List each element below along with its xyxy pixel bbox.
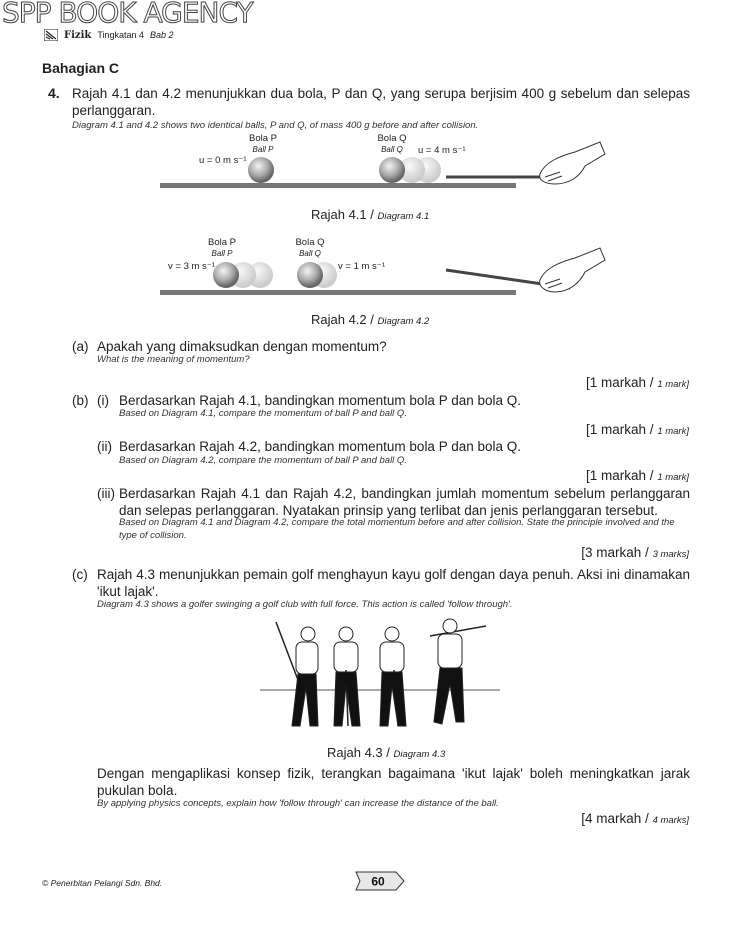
d1-velocity-p: u = 0 m s⁻¹ <box>199 155 247 166</box>
part-b-iii-question-en: Based on Diagram 4.1 and Diagram 4.2, compare the total momentum before and after collision. State the principle involved and the type of collision. <box>119 517 675 541</box>
part-b-iii-label: (iii) <box>97 486 115 501</box>
part-b-i-question: Berdasarkan Rajah 4.1, bandingkan momentum bola P dan bola Q. <box>119 393 522 408</box>
part-b-ii-question-en: Based on Diagram 4.2, compare the momentum of ball P and ball Q. <box>119 455 407 466</box>
part-a-question: Apakah yang dimaksudkan dengan momentum? <box>97 339 387 354</box>
level-label: Tingkatan 4 <box>97 30 145 40</box>
d1-ball-q-label: Bola Q Ball Q <box>377 133 407 154</box>
table-surface <box>160 290 516 295</box>
d2-ball-q-label: Bola Q Ball Q <box>295 237 325 258</box>
part-b-ii-marks: [1 markah / 1 mark] <box>586 468 689 483</box>
table-surface <box>160 183 516 188</box>
part-b-i-marks: [1 markah / 1 mark] <box>586 422 689 437</box>
part-b-i-question-en: Based on Diagram 4.1, compare the momentum of ball P and ball Q. <box>119 408 407 419</box>
part-a-marks: [1 markah / 1 mark] <box>586 375 689 390</box>
diagram-4-3-golfer <box>258 614 504 736</box>
watermark: SPP BOOK AGENCY <box>2 0 253 29</box>
part-b-iii-marks: [3 markah / 3 marks] <box>581 545 689 560</box>
d2-velocity-q: v = 1 m s⁻¹ <box>338 261 385 272</box>
page-number: 60 <box>371 874 385 889</box>
part-b-ii-label: (ii) <box>97 439 112 454</box>
question-stem: Rajah 4.1 dan 4.2 menunjukkan dua bola, P dan Q, yang serupa berjisim 400 g sebelum dan selepas perlanggaran. <box>72 86 690 118</box>
part-b-i-label: (i) <box>97 393 109 408</box>
caption-diagram-4-3: Rajah 4.3 / Diagram 4.3 <box>327 745 446 760</box>
golfer-figure-1 <box>276 622 318 726</box>
part-a-question-en: What is the meaning of momentum? <box>97 354 250 365</box>
section-title: Bahagian C <box>42 60 120 76</box>
d2-velocity-p: v = 3 m s⁻¹ <box>168 261 215 272</box>
part-c-question-2-en: By applying physics concepts, explain how 'follow through' can increase the distance of the ball. <box>97 798 499 809</box>
chapter-label: Bab 2 <box>150 30 174 40</box>
ball-p <box>248 157 274 183</box>
page-header <box>44 29 174 41</box>
part-c-marks: [4 markah / 4 marks] <box>581 811 689 826</box>
part-c-question-2: Dengan mengaplikasi konsep fizik, terangkan bagaimana 'ikut lajak' boleh meningkatkan jarak pukulan bola. <box>97 766 690 798</box>
caption-diagram-4-1: Rajah 4.1 / Diagram 4.1 <box>311 207 430 222</box>
question-number: 4. <box>48 85 60 101</box>
part-a-label: (a) <box>72 339 89 354</box>
caption-diagram-4-2: Rajah 4.2 / Diagram 4.2 <box>311 312 430 327</box>
page-number-badge <box>350 869 406 893</box>
d2-ball-p-label: Bola P Ball P <box>208 237 236 258</box>
part-c-question: Rajah 4.3 menunjukkan pemain golf menghayun kayu golf dengan daya penuh. Aksi ini dinamakan 'ikut lajak'. <box>97 567 690 599</box>
question-stem-en: Diagram 4.1 and 4.2 shows two identical balls, P and Q, of mass 400 g before and after collision. <box>72 120 479 131</box>
golfer-figure-4 <box>430 619 486 724</box>
subject-label: Fizik <box>64 29 92 41</box>
part-c-question-en: Diagram 4.3 shows a golfer swinging a golf club with full force. This action is called 'follow through'. <box>97 599 513 610</box>
part-b-ii-question: Berdasarkan Rajah 4.2, bandingkan momentum bola P dan bola Q. <box>119 439 522 454</box>
golfer-figure-2 <box>334 627 360 726</box>
hand-icon <box>540 248 605 292</box>
ball-p <box>213 262 239 288</box>
publisher-credit: © Penerbitan Pelangi Sdn. Bhd. <box>42 878 163 888</box>
ball-q <box>379 157 405 183</box>
part-b-iii-question: Berdasarkan Rajah 4.1 dan Rajah 4.2, bandingkan jumlah momentum sebelum perlanggaran dan selepas perlanggaran. Nyatakan prinsip yang terlibat dan jenis perlanggaran tersebut. <box>119 486 690 518</box>
hand-icon <box>540 142 605 184</box>
d1-velocity-q: u = 4 m s⁻¹ <box>418 145 466 156</box>
ball-q <box>297 262 323 288</box>
golfer-figure-3 <box>380 627 406 726</box>
book-logo-icon <box>44 29 58 41</box>
part-b-label: (b) <box>72 393 89 408</box>
part-c-label: (c) <box>72 567 88 582</box>
d1-ball-p-label: Bola P Ball P <box>249 133 277 154</box>
